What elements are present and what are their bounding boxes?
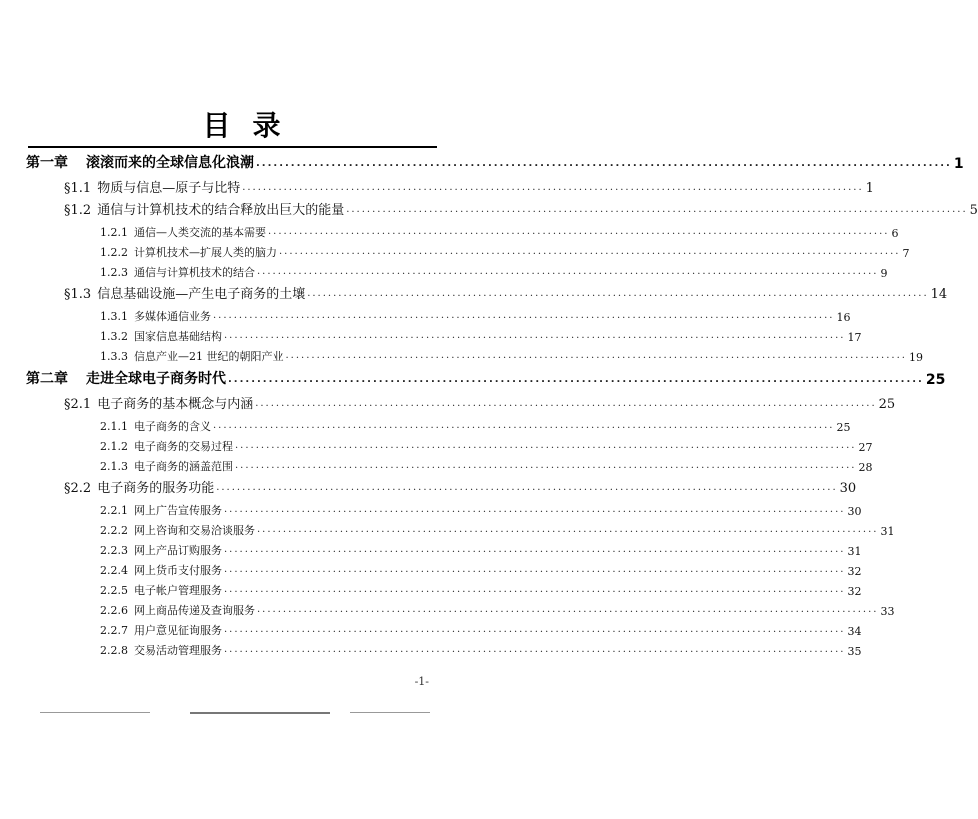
entry-title: 网上货币支付服务	[134, 564, 222, 577]
entry-title: 电子商务的基本概念与内涵	[97, 397, 254, 412]
entry-page-number: 5	[969, 203, 978, 218]
section-entry	[64, 476, 857, 496]
entry-number: 2.2.8	[100, 644, 128, 657]
entry-title: 网上商品传递及查询服务	[134, 604, 255, 617]
entry-page-number: 6	[891, 227, 899, 240]
entry-page-number: 1	[865, 181, 874, 196]
entry-title: 国家信息基础结构	[134, 330, 222, 343]
title-rule	[28, 146, 437, 148]
entry-number: 1.3.1	[100, 310, 128, 323]
entry-title: 电子商务的交易过程	[134, 440, 233, 453]
entry-number: §1.1	[64, 181, 92, 196]
entry-page-number: 25	[925, 372, 946, 388]
entry-page-number: 33	[880, 605, 895, 618]
entry-number: §2.2	[64, 481, 92, 496]
leader-dots: ........................................................................................................................	[242, 182, 864, 193]
leader-dots: ........................................................................................................................	[224, 544, 846, 555]
subsection-entry	[100, 538, 862, 558]
leader-dots: ........................................................................................................................	[224, 330, 846, 341]
subsection-entry	[100, 598, 895, 618]
leader-dots: ........................................................................................................................	[256, 158, 952, 169]
entry-page-number: 30	[839, 481, 857, 496]
entry-page-number: 14	[930, 287, 948, 302]
entry-page-number: 25	[878, 397, 896, 412]
leader-dots: ........................................................................................................................	[224, 584, 846, 595]
entry-number: 第二章	[26, 371, 68, 387]
chapter-entry	[26, 368, 946, 388]
section-entry	[64, 176, 874, 196]
leader-dots: ........................................................................................................................	[228, 374, 924, 385]
section-entry	[64, 392, 896, 412]
entry-page-number: 32	[847, 565, 862, 578]
entry-number: 2.2.7	[100, 624, 128, 637]
entry-page-number: 16	[836, 311, 851, 324]
entry-number: 第一章	[26, 155, 68, 171]
leader-dots: ........................................................................................................................	[213, 420, 835, 431]
bottom-rule-right	[350, 712, 430, 713]
subsection-entry	[100, 434, 873, 454]
page-number-footer: -1-	[414, 675, 429, 688]
leader-dots: ........................................................................................................................	[257, 266, 879, 277]
section-entry	[64, 198, 978, 218]
entry-number: §1.3	[64, 287, 92, 302]
entry-page-number: 27	[858, 441, 873, 454]
section-entry	[64, 282, 948, 302]
leader-dots: ........................................................................................................................	[224, 644, 846, 655]
leader-dots: ........................................................................................................................	[257, 524, 879, 535]
subsection-entry	[100, 414, 851, 434]
leader-dots: ........................................................................................................................	[224, 564, 846, 575]
leader-dots: ........................................................................................................................	[216, 482, 838, 493]
subsection-entry	[100, 454, 873, 474]
entry-title: 网上产品订购服务	[134, 544, 222, 557]
entry-title: 通信与计算机技术的结合释放出巨大的能量	[97, 203, 345, 218]
entry-number: 2.2.5	[100, 584, 128, 597]
entry-page-number: 31	[847, 545, 862, 558]
subsection-entry	[100, 558, 862, 578]
entry-title: 信息基础设施—产生电子商务的土壤	[97, 287, 306, 302]
entry-page-number: 1	[953, 156, 964, 172]
subsection-entry	[100, 638, 862, 658]
entry-number: 2.2.3	[100, 544, 128, 557]
entry-number: §1.2	[64, 203, 92, 218]
entry-title: 用户意见征询服务	[134, 624, 222, 637]
subsection-entry	[100, 260, 888, 280]
leader-dots: ........................................................................................................................	[235, 440, 857, 451]
entry-title: 多媒体通信业务	[134, 310, 211, 323]
entry-title: 电子商务的含义	[134, 420, 211, 433]
entry-title: 通信与计算机技术的结合	[134, 266, 255, 279]
entry-page-number: 32	[847, 585, 862, 598]
entry-number: 2.1.1	[100, 420, 128, 433]
entry-page-number: 30	[847, 505, 862, 518]
entry-number: 2.1.2	[100, 440, 128, 453]
entry-number: 1.2.1	[100, 226, 128, 239]
chapter-entry	[26, 152, 964, 172]
subsection-entry	[100, 518, 895, 538]
entry-title: 走进全球电子商务时代	[86, 371, 226, 387]
subsection-entry	[100, 304, 851, 324]
entry-page-number: 31	[880, 525, 895, 538]
subsection-entry	[100, 220, 899, 240]
leader-dots: ........................................................................................................................	[346, 204, 968, 215]
entry-number: 1.2.2	[100, 246, 128, 259]
entry-title: 信息产业—21 世纪的朝阳产业	[134, 350, 284, 363]
leader-dots: ........................................................................................................................	[285, 350, 907, 361]
leader-dots: ........................................................................................................................	[268, 226, 890, 237]
leader-dots: ........................................................................................................................	[307, 288, 929, 299]
subsection-entry	[100, 618, 862, 638]
entry-page-number: 9	[880, 267, 888, 280]
toc-title: 目录	[202, 109, 303, 142]
entry-number: §2.1	[64, 397, 92, 412]
entry-page-number: 25	[836, 421, 851, 434]
entry-number: 2.2.6	[100, 604, 128, 617]
entry-title: 网上咨询和交易洽谈服务	[134, 524, 255, 537]
entry-page-number: 34	[847, 625, 862, 638]
entry-page-number: 7	[902, 247, 910, 260]
entry-page-number: 28	[858, 461, 873, 474]
leader-dots: ........................................................................................................................	[213, 310, 835, 321]
leader-dots: ........................................................................................................................	[224, 504, 846, 515]
leader-dots: ........................................................................................................................	[279, 246, 901, 257]
subsection-entry	[100, 498, 862, 518]
entry-title: 通信—人类交流的基本需要	[134, 226, 266, 239]
entry-number: 2.2.1	[100, 504, 128, 517]
subsection-entry	[100, 578, 862, 598]
entry-page-number: 17	[847, 331, 862, 344]
bottom-rule-mid	[190, 712, 330, 714]
entry-title: 滚滚而来的全球信息化浪潮	[86, 155, 254, 171]
entry-title: 计算机技术—扩展人类的脑力	[134, 246, 277, 259]
subsection-entry	[100, 240, 910, 260]
leader-dots: ........................................................................................................................	[255, 398, 877, 409]
leader-dots: ........................................................................................................................	[235, 460, 857, 471]
bottom-rule-left	[40, 712, 150, 713]
entry-title: 交易活动管理服务	[134, 644, 222, 657]
entry-number: 1.3.2	[100, 330, 128, 343]
entry-number: 1.3.3	[100, 350, 128, 363]
entry-title: 网上广告宣传服务	[134, 504, 222, 517]
entry-title: 电子帐户管理服务	[134, 584, 222, 597]
entry-number: 2.2.2	[100, 524, 128, 537]
leader-dots: ........................................................................................................................	[224, 624, 846, 635]
subsection-entry	[100, 344, 923, 364]
entry-title: 电子商务的服务功能	[97, 481, 215, 496]
entry-number: 1.2.3	[100, 266, 128, 279]
entry-number: 2.2.4	[100, 564, 128, 577]
entry-number: 2.1.3	[100, 460, 128, 473]
entry-page-number: 19	[908, 351, 923, 364]
entry-title: 物质与信息—原子与比特	[97, 181, 241, 196]
entry-page-number: 35	[847, 645, 862, 658]
leader-dots: ........................................................................................................................	[257, 604, 879, 615]
subsection-entry	[100, 324, 862, 344]
entry-title: 电子商务的涵盖范围	[134, 460, 233, 473]
